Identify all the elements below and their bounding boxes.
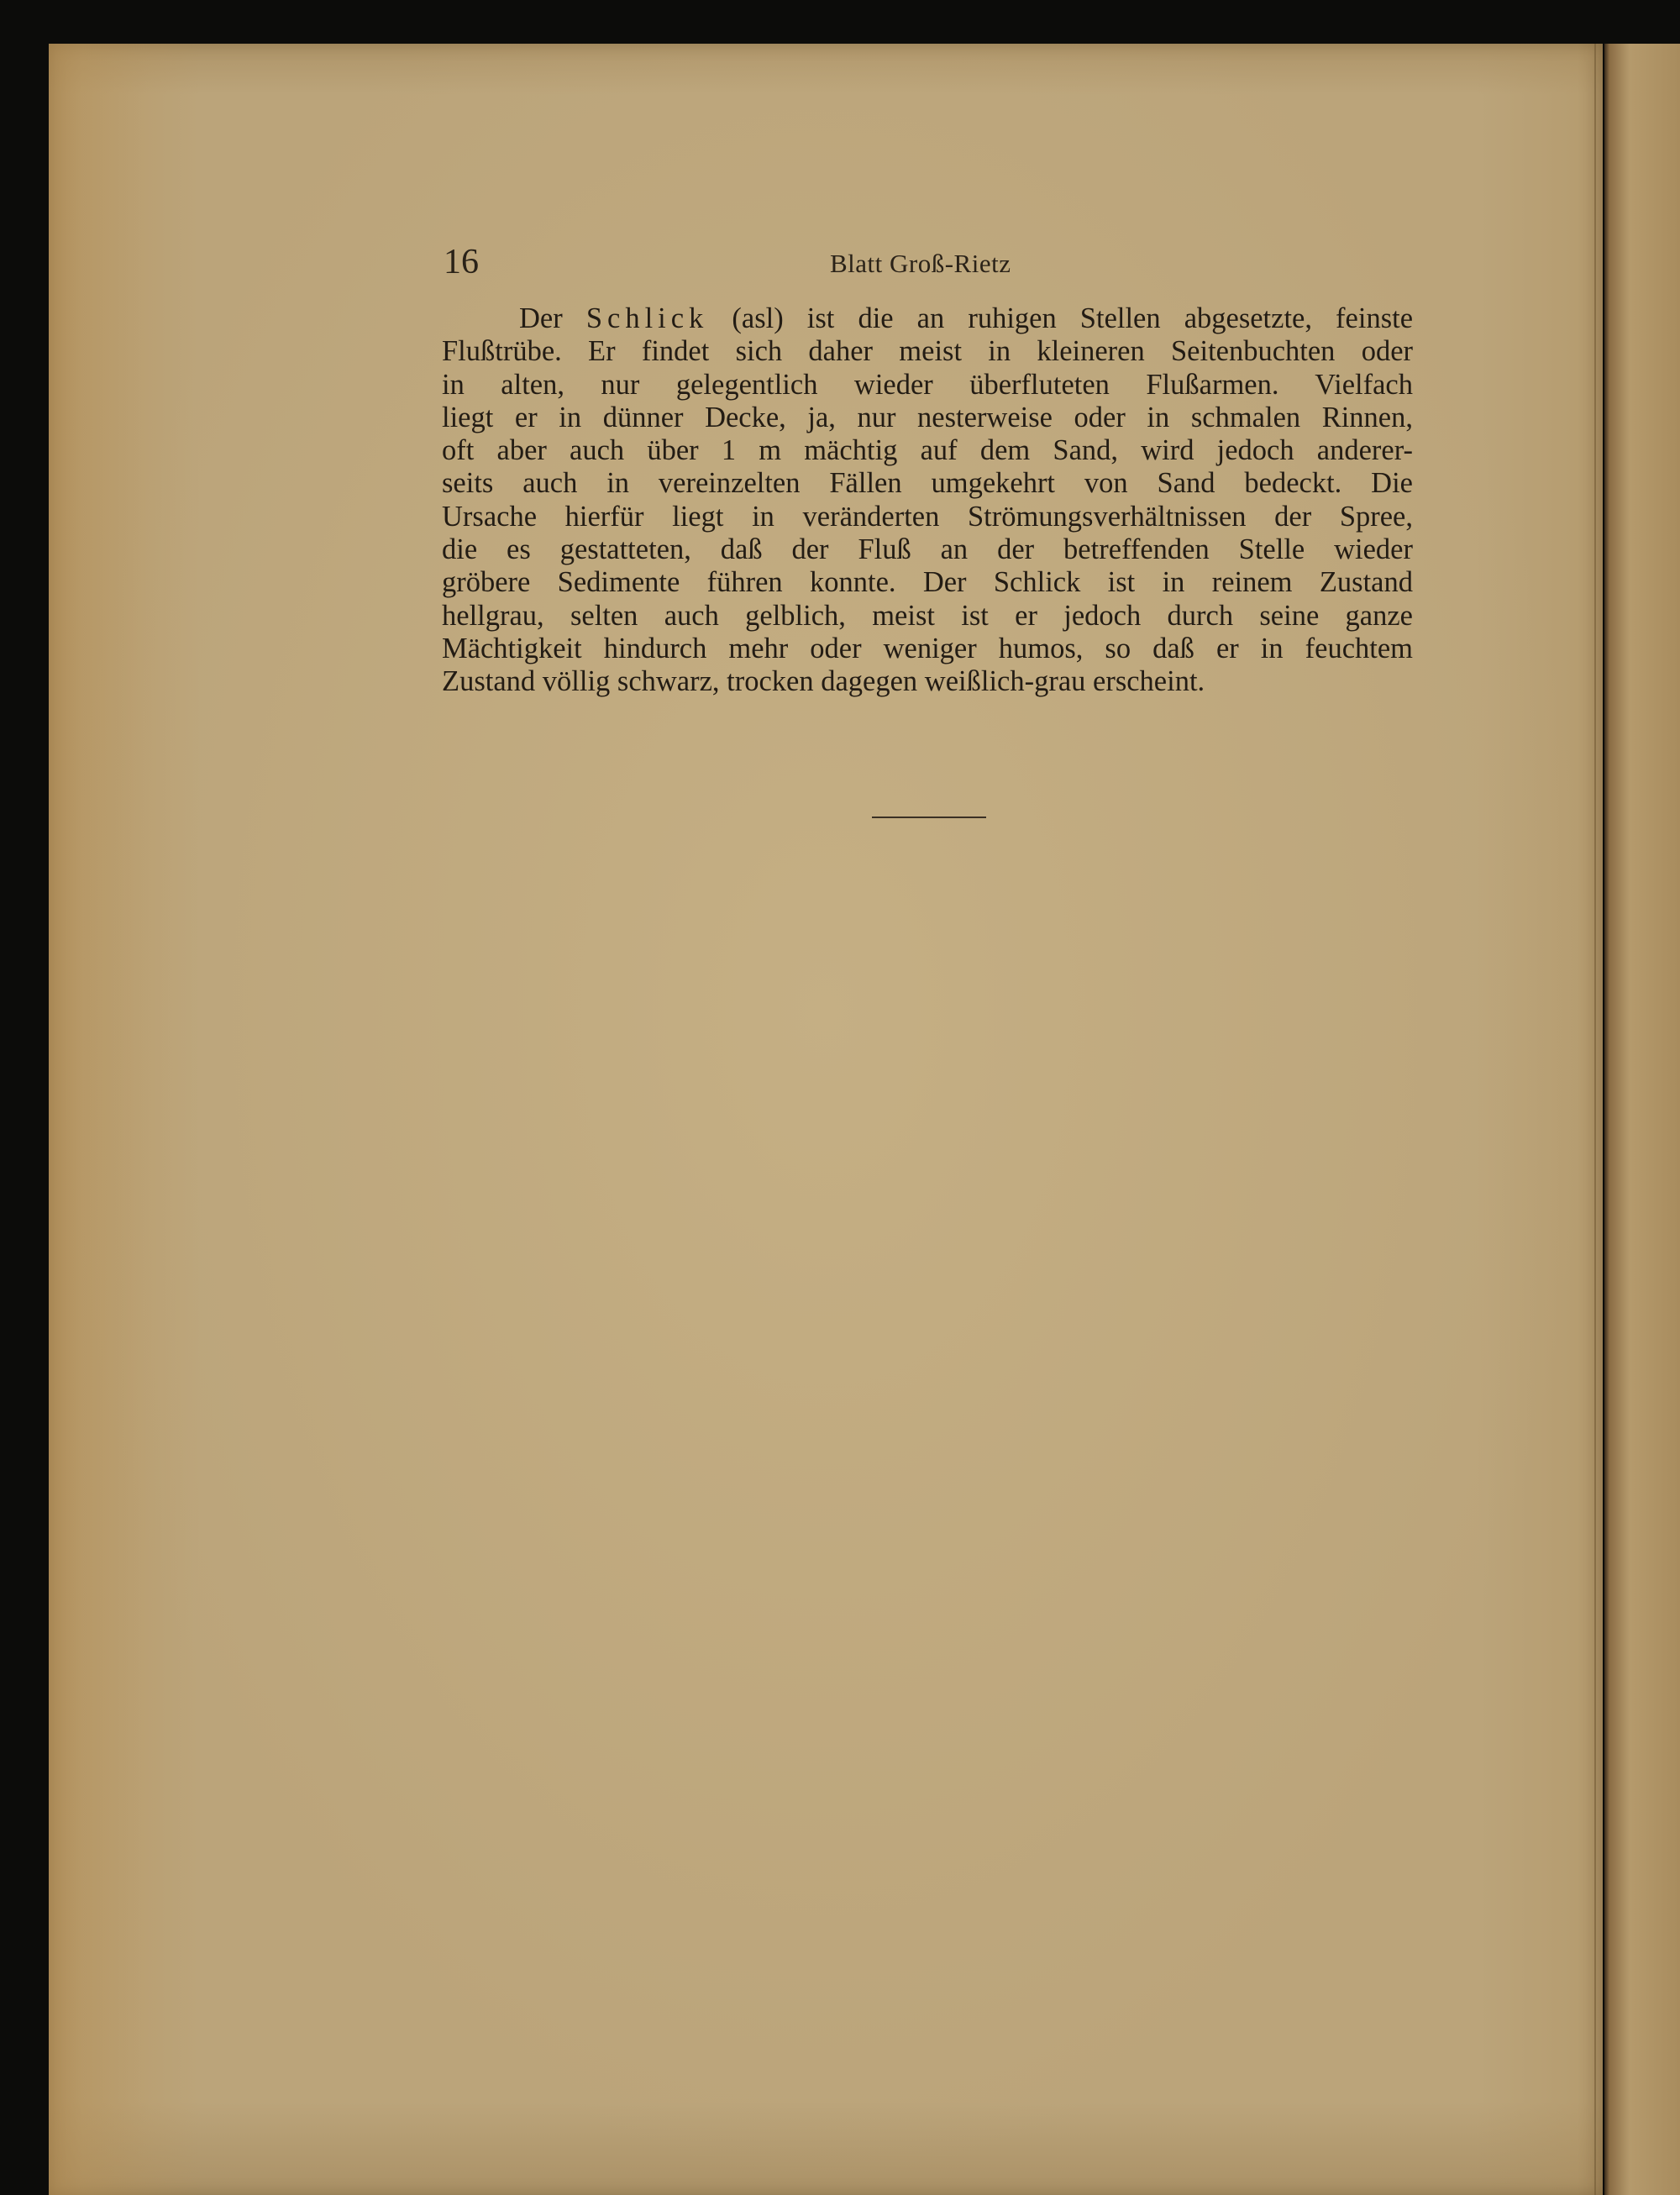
page-number: 16 xyxy=(444,243,479,281)
paragraph-line: gröbere Sedimente führen konnte. Der Schlick ist in reinem Zustand xyxy=(442,566,1413,599)
section-end-rule xyxy=(872,817,986,818)
paragraph-line: hellgrau, selten auch gelblich, meist ist er jedoch durch seine ganze xyxy=(442,599,1413,632)
paragraph-line: liegt er in dünner Decke, ja, nur nesterweise oder in schmalen Rinnen, xyxy=(442,401,1413,433)
page-header xyxy=(444,237,1418,287)
paragraph-line: Mächtigkeit hindurch mehr oder weniger humos, so daß er in feuchtem xyxy=(442,632,1413,664)
lead-word: Der xyxy=(519,302,563,334)
paragraph-line: oft aber auch über 1 m mächtig auf dem Sand, wird jedoch anderer- xyxy=(442,434,1413,467)
adjacent-page-edge xyxy=(1604,44,1680,2195)
paragraph-line: Ursache hierfür liegt in veränderten Strömungsverhältnissen der Spree, xyxy=(442,500,1413,533)
line-1-rest: (asl) ist die an ruhigen Stellen abgesetzte, feinste xyxy=(732,302,1414,334)
paragraph-line-last: Zustand völlig schwarz, trocken dagegen weißlich-grau erscheint. xyxy=(442,665,1205,698)
paragraph-line: seits auch in vereinzelten Fällen umgekehrt von Sand bedeckt. Die xyxy=(442,467,1413,500)
page-edge-line xyxy=(1594,44,1596,2195)
body-paragraph xyxy=(442,302,1413,699)
paragraph-line-1 xyxy=(442,302,1413,335)
paragraph-line: die es gestatteten, daß der Fluß an der betreffenden Stelle wieder xyxy=(442,533,1413,566)
running-title: Blatt Groß-Rietz xyxy=(830,249,1011,278)
paragraph-line: in alten, nur gelegentlich wieder überfluteten Flußarmen. Vielfach xyxy=(442,368,1413,401)
margin-stain xyxy=(49,44,200,2195)
spaced-term: Schlick xyxy=(585,302,709,334)
paragraph-line: Flußtrübe. Er findet sich daher meist in kleineren Seitenbuchten oder xyxy=(442,335,1413,368)
